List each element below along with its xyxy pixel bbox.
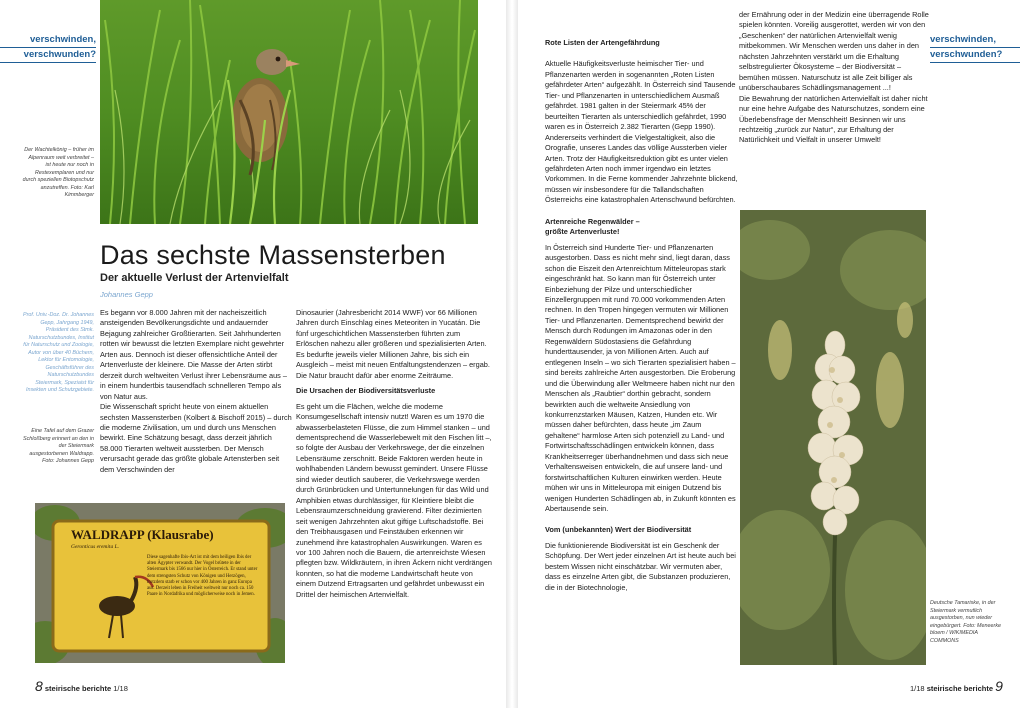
kicker-rule	[0, 47, 96, 48]
right-magazine-name: steirische berichte	[926, 684, 993, 693]
col3-spacer	[545, 514, 738, 520]
col3-spacer	[545, 206, 738, 212]
column-4	[739, 10, 929, 146]
right-folio	[910, 678, 1003, 694]
column-2	[296, 308, 492, 600]
plant-caption: Deutsche Tamariske, in der Steiermark vermutlich ausgestorben, nun wieder eingebürgert. Foto: Meneerke bloem / WIKIMEDIA COMMONS	[930, 600, 1002, 644]
col3-paragraph-1: Aktuelle Häufigkeitsverluste heimischer Tier- und Pflanzenarten werden in sogenannten „Roten Listen gefährdeter Arten“ aufgezählt. In Österreich sind Tausende Tier- und Pflanzenarten in unterschiedlichem Ausmaß gefährdet. 1981 galten in der Steiermark 45% der beurteilten Tierarten als unterschiedlich gefährdet, 1990 waren es in Österreich 2.382 Tierarten (Gepp 1990). Andererseits verhindert die Vielgestaltigkeit, also die Orografie, unseres Landes das völlige Aussterben vieler Arten. Trotz der Häufigkeitsreduktion gibt es unter vielen gefährdeten Arten noch immer irgendwo ein letztes Vorkommen. In die Ferne kommender Jahrzehnte blickend, müssen wir insbesondere für die Tallandschaften Österreichs eine katastrophalen Artenschwund befürchten.	[545, 59, 738, 205]
left-magazine-name: steirische berichte	[44, 684, 112, 693]
author-bio-caption: Prof. Univ.-Doz. Dr. Johannes Gepp, Jahrgang 1949, Präsident des Stmk. Naturschutzbundes, Institut für Naturschutz und Zoologie, Autor von über 40 Büchern, Lektor für Entomologie, Geschäftsführer des Naturschutzbundes Steiermark, Speziaist für Insekten und Schutzgebiete.	[22, 312, 94, 393]
kicker-rule	[0, 62, 96, 63]
kicker-right-line-1: verschwinden,	[930, 34, 996, 45]
col3-heading-3: Vom (unbekannten) Wert der Biodiversität	[545, 525, 692, 535]
article-author: Johannes Gepp	[100, 290, 153, 299]
tamarisk-photo	[740, 210, 926, 665]
col2-heading-1: Die Ursachen der Biodiversitätsverluste	[296, 386, 436, 396]
right-page	[518, 0, 1024, 708]
kicker-right-line-2: verschwunden?	[930, 49, 1003, 60]
corncrake-illustration	[100, 0, 478, 224]
sign-text: Diese sagenhafte Ibis-Art ist mit dem heiligen Ibis der alten Ägypter verwandt. Der Vogel brütete in der Steiermark bis 1566 nur hier in Österreich. Er stand unter dem strengsten Schutz von Königen und Herzögen, trotzdem starb er schon vor 400 Jahren in ganz Europa aus. Derzeit leben in Freiheit weltweit nur noch ca. 150 Paare in Nordafrika und möglicherweise noch in Jemen.	[147, 555, 258, 598]
right-issue: 1/18	[910, 684, 925, 693]
col3-paragraph-2: In Österreich sind Hunderte Tier- und Pflanzenarten ausgestorben. Dass es nicht mehr sind, liegt daran, dass schon die Eiszeit den Artenreichtum Mitteleuropas stark eingeschränkt hat. So kann man für Österreich unter Einbeziehung der Pilze und unterschiedlicher Einzellergruppen mit rund 70.000 vorkommenden Arten rechnen. In den Tropen hingegen vermuten wir Millionen Tier- und Pflanzenarten. Dementsprechend bewirkt der Mensch durch Rodungen im Amazonas oder in den Regenwäldern Südostasiens die Gefährdung hunderttausender, ja von Millionen Arten. Auch auf entlegenen Inseln – wo sich Tierarten spezialisiert haben – sind bereits zahlreiche Arten ausgestorben. Die Eroberung und die Überwindung aller Weltmeere haben nicht nur den Menschen als „Raubtier“ dorthin gebracht, sondern bewirkten auch die weltweite Ansiedlung von konkurrenzstarken Mäusen, Katzen, Hunden etc. Wir müssen daher befürchten, dass heute „im Zaum gehaltene“ harmlose Arten sich potenziell zu Land- und Fortwirtschaftsschädlingen entwickeln können, dass Krankheitserreger überhandnehmen und dass sich neue Verhaltensweisen entwickeln, die auf unsere land- und forstwirtschaftlichen Kulturen einwirken werden. Heute mühen wir uns in Mitteleuropa mit einigen Dutzend bis wenigen Hunderten Schädlingen ab, in Zukunft könnten es Abertausende sein.	[545, 242, 736, 514]
kicker-line-1: verschwinden,	[30, 34, 96, 45]
right-page-number: 9	[995, 678, 1003, 694]
col1-paragraph-1: Es begann vor 8.000 Jahren mit der nacheiszeitlich ansteigenden Bevölkerungsdichte und andauernder Bejagung zahlreicher Großtierarten. Seit Jahrhunderten rotten wir bewusst die letzten Exemplare nicht gewehrter Arten aus. Dennoch ist dieser offensichtliche Anteil der Artenverluste der kleinere. Die Masse der Arten stirbt derzeit durch weltweiten Verlust ihrer Lebensräume aus – in einem hundertbis tausendfach schnelleren Tempo als von Natur aus.	[100, 308, 287, 401]
col1-paragraph-2: Die Wissenschaft spricht heute von einem aktuellen sechsten Massensterben (Kolbert & Bischoff 2015) – durch die moderne Zivilisation, um und durch uns Menschen bewirkt. Eine Schätzung besagt, dass derzeit jährlich 58.000 Tierarten weltweit aussterben. Der Mensch verursacht gerade das größte globale Artensterben seit dem Verschwinden der	[100, 402, 292, 474]
col3-heading-2a: Artenreiche Regenwälder –	[545, 216, 640, 226]
col3-paragraph-3: Die funktionierende Biodiversität ist ein Geschenk der Schöpfung. Der Wert jeder einzelnen Art ist heute auch bei bestem Wissen nicht einschätzbar. Wir vermuten aber, dass es einzelne Arten gibt, die Substanzen produzieren, die in der Biotechnologie,	[545, 540, 736, 592]
col3-heading-1: Rote Listen der Artengefährdung	[545, 38, 660, 47]
sign-title: WALDRAPP (Klausrabe)	[71, 527, 214, 542]
article-title: Das sechste Massensterben	[100, 240, 446, 270]
sign-caption: Eine Tafel auf dem Grazer Schloßberg erinnert an den in der Steiermark ausgestorbenen Waldrapp. Foto: Johannes Gepp	[22, 428, 94, 464]
col4-paragraph-2: Die Bewahrung der natürlichen Artenvielfalt ist daher nicht nur eine hehre Aufgabe des Naturschutzes, sondern eine Überlebensfrage der Menschheit! Besinnen wir uns rechtzeitig „zurück zur Natur“, zur Erhaltung der Natürlichkeit und Vielfalt in unserer Umwelt!	[739, 93, 928, 145]
left-page	[0, 0, 506, 708]
col2-paragraph-1: Dinosaurier (Jahresbericht 2014 WWF) vor 66 Millionen Jahren durch Einschlag eines Meteoriten in Yucatán. Die fünf urgeschichtlichen Massensterben führten zum Erlöschen nahezu aller größeren und spezialisierten Arten. Es bedurfte jeweils vieler Millionen Jahre, bis sich ein Ausgleich – meist mit neuen Entfaltungstendenzen – ergab. Die Natur braucht dafür aber enorme Zeiträume.	[296, 308, 490, 380]
bird-caption: Der Wachtelkönig – früher im Alpenraum weit verbreitet – ist heute nur noch in Restexemplaren und nur durch speziellen Biotopschutz anzutreffen. Foto: Karl Kimmberger	[22, 147, 94, 198]
left-folio	[35, 678, 128, 694]
column-3	[545, 38, 738, 593]
left-issue: 1/18	[113, 684, 128, 693]
kicker-line-2: verschwunden?	[23, 49, 96, 60]
left-page-number: 8	[35, 678, 43, 694]
column-1	[100, 308, 293, 475]
section-kicker-right	[930, 34, 1020, 64]
col3-heading-2b: größte Artenverluste!	[545, 227, 620, 237]
kicker-right-rule	[930, 47, 1020, 48]
waldrapp-sign-photo	[35, 503, 285, 663]
article-subtitle: Der aktuelle Verlust der Artenvielfalt	[100, 272, 289, 284]
col4-paragraph-1: der Ernährung oder in der Medizin eine überragende Rolle spielen könnten. Voreilig ausgerottet, werden wir von den „Geschenken“ der natürlichen Artenvielfalt wenig mitbekommen. Wir Menschen werden uns daher in den nächsten Jahrzehnten verstärkt um die Erhaltung selbstregulierter Ökosysteme – der Biodiversität – bemühen müssen. Naturschutz ist alle Zeit billiger als unüberschaubares Schädlingsmanagement ...!	[739, 10, 929, 93]
kicker-right-rule	[930, 62, 1020, 63]
sign-latin: Geronticus eremita L.	[71, 544, 120, 550]
corncrake-photo	[100, 0, 478, 224]
col2-paragraph-2: Es geht um die Flächen, welche die moderne Konsumgesellschaft intensiv nutzt! Waren es um 1970 die abwasserbelasteten Flüsse, die zum Himmel stanken – und dementsprechend die Wasserlebewelt mit den Fischen litt –, so folgte der Ausbau der Verkehrswege, der die einzelnen Lebensräume zerschnitt. Beide Faktoren werden heute in wohlhabenden Ländern bewusst gemindert. Unsere Flüsse sind wieder deutlich sauberer, die Verkehrswege werden durch Grünbrücken und Untertunnelungen für das Wild und Amphibien etwas durchlässiger, für Kleintiere bleibt die Lebensraumzerschneidung gravierend. Filter dezimierten seit wenigen Jahrzehnten akut giftige Luftschadstoffe. Bei den Treibhausgasen und Feinstäuben erkennen wir zunehmend ihre katastrophalen Auswirkungen. Waren es vor 100 Jahren noch die Bauern, die artenreichste Wiesen pflegten bzw. Wildkräutern, in ihren Äckern nicht verdrängen konnten, so hat die moderne Landwirtschaft heute von einem Dutzend Ertragsarten und gefährdet unbewusst ein Drittel der heimischen Artenvielfalt.	[296, 401, 492, 599]
tamarisk-illustration	[740, 210, 926, 665]
section-kicker	[0, 34, 96, 64]
page-gutter	[506, 0, 518, 708]
